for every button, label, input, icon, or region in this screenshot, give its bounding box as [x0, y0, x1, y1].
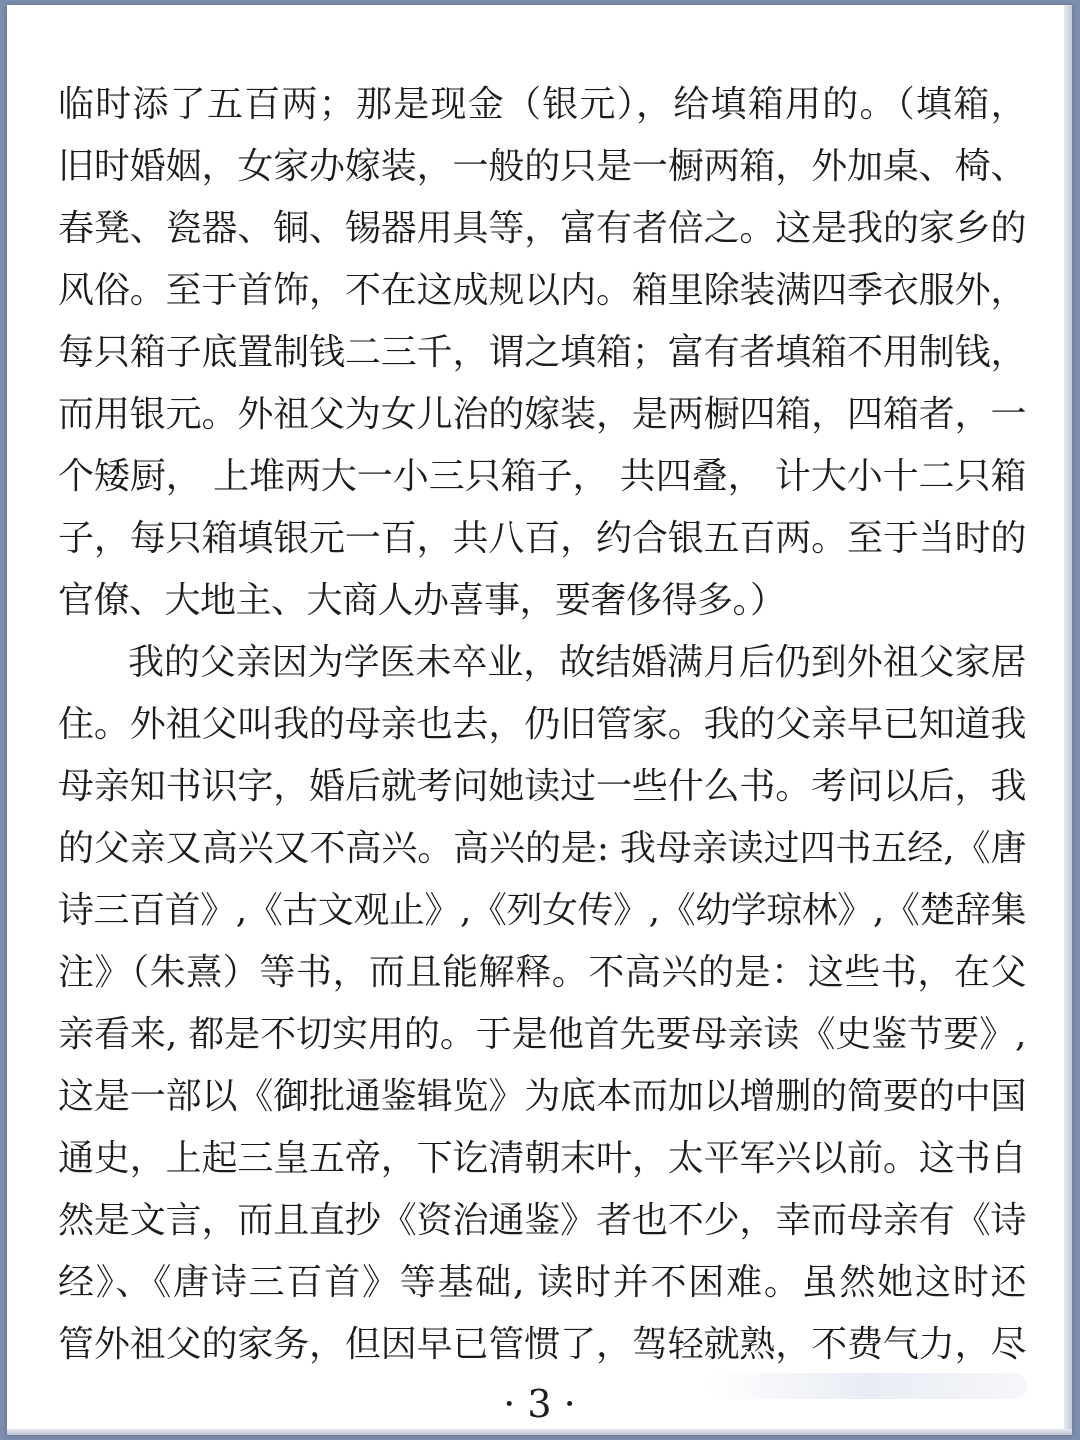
text-line: 临时添了五百两；那是现金（银元），给填箱用的。（填箱，	[58, 84, 1026, 125]
text-line: 而用银元。外祖父为女儿治的嫁装，是两橱四箱，四箱者，一	[58, 394, 1026, 435]
text-line: 管外祖父的家务，但因早已管惯了，驾轻就熟，不费气力，尽	[58, 1324, 1026, 1365]
text-line: 母亲知书识字，婚后就考问她读过一些什么书。考问以后，我	[58, 766, 1026, 807]
page-bottom-shadow	[7, 1429, 1072, 1435]
text-line: 通史，上起三皇五帝，下讫清朝末叶，太平军兴以前。这书自	[58, 1138, 1026, 1179]
page-number: · 3 ·	[503, 1382, 576, 1426]
text-line: 注》（朱熹）等书，而且能解释。不高兴的是：这些书，在父	[58, 952, 1026, 993]
text-line: 经》、《唐诗三百首》等基础, 读时并不困难。虽然她这时还	[58, 1262, 1026, 1303]
text-line: 的父亲又高兴又不高兴。高兴的是: 我母亲读过四书五经,《唐	[58, 828, 1026, 869]
text-line: 然是文言，而且直抄《资治通鉴》者也不少，幸而母亲有《诗	[58, 1200, 1026, 1241]
text-line: 官僚、大地主、大商人办喜事，要奢侈得多。）	[58, 580, 786, 621]
text-line: 诗三百首》,《古文观止》,《列女传》,《幼学琼林》,《楚辞集	[58, 890, 1026, 931]
text-line: 住。外祖父叫我的母亲也去，仍旧管家。我的父亲早已知道我	[58, 704, 1026, 745]
page-edge-shadow	[1064, 5, 1072, 1435]
text-line: 旧时婚姻，女家办嫁装，一般的只是一橱两箱，外加桌、椅、	[58, 146, 1026, 187]
text-line: 春凳、瓷器、铜、锡器用具等，富有者倍之。这是我的家乡的	[58, 208, 1026, 249]
text-line: 亲看来, 都是不切实用的。于是他首先要母亲读《史鉴节要》,	[58, 1014, 1026, 1055]
text-line: 个矮厨， 上堆两大一小三只箱子， 共四叠， 计大小十二只箱	[58, 456, 1026, 497]
document-page	[7, 5, 1072, 1435]
text-line: 子，每只箱填银元一百，共八百，约合银五百两。至于当时的	[58, 518, 1026, 559]
paragraph-start-line: 我的父亲因为学医未卒业，故结婚满月后仍到外祖父家居	[128, 642, 1026, 683]
text-line: 风俗。至于首饰，不在这成规以内。箱里除装满四季衣服外，	[58, 270, 1026, 311]
text-line: 每只箱子底置制钱二三千，谓之填箱；富有者填箱不用制钱，	[58, 332, 1026, 373]
body-text	[58, 74, 1026, 1376]
text-line: 这是一部以《御批通鉴辑览》为底本而加以增删的简要的中国	[58, 1076, 1026, 1117]
